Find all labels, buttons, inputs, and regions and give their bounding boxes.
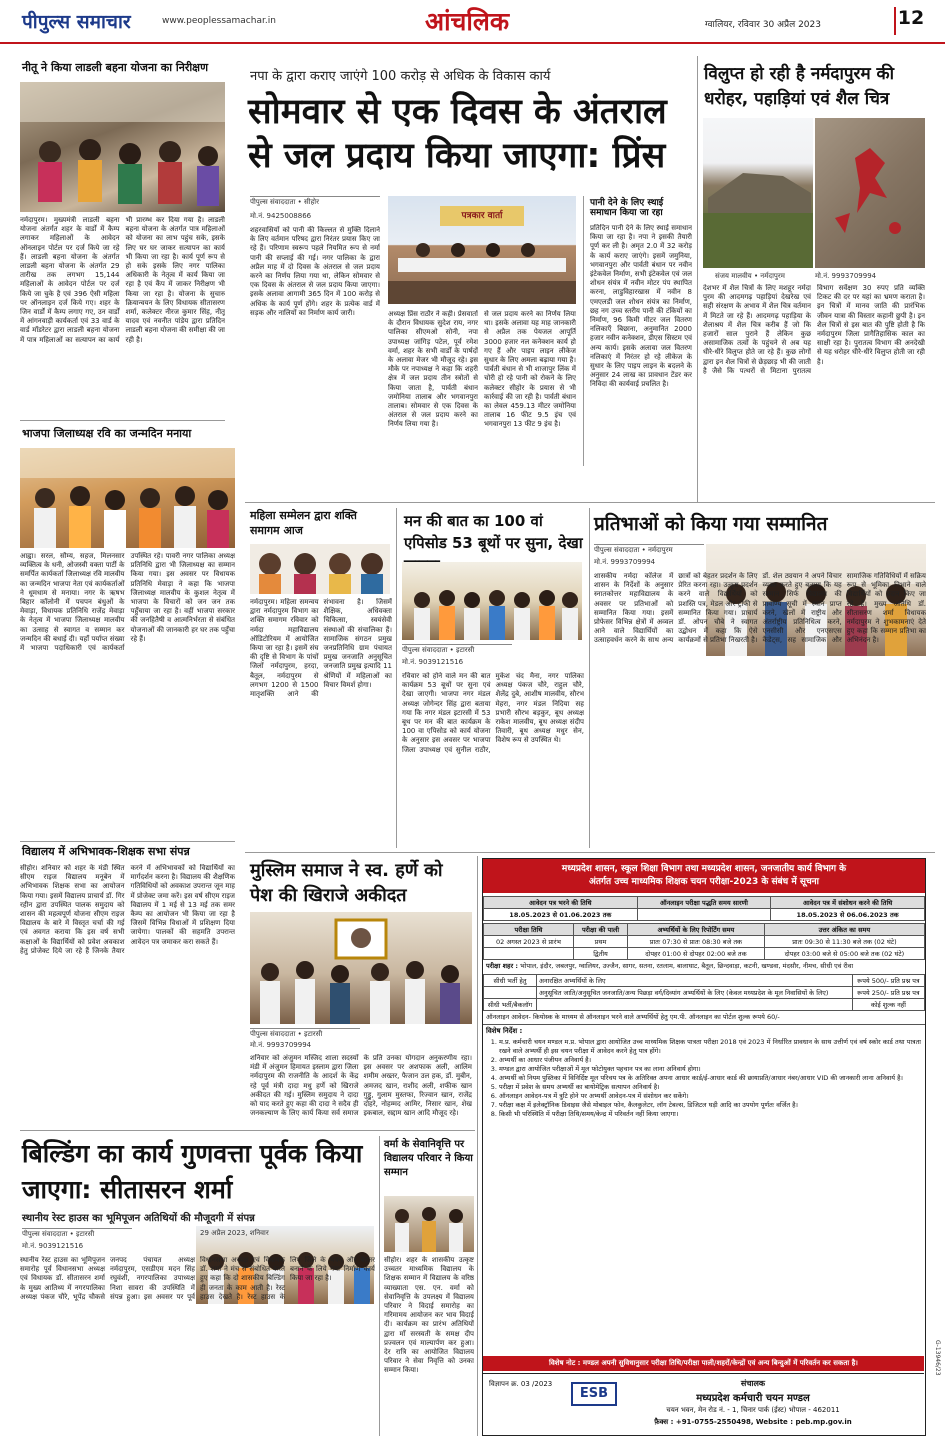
website-url[interactable]: www.peoplessamachar.in: [162, 16, 276, 26]
story-muslim-byline: पीपुल्स संवाददाता • इटारसी: [250, 1028, 360, 1039]
section-title: आंचलिक: [425, 7, 510, 36]
story-water-byline: पीपुल्स संवाददाता • सीहोर: [250, 196, 380, 207]
fee-cell: सीधी भर्ती/बैकलॉग: [484, 999, 537, 1011]
instructions-list: [483, 1038, 925, 1119]
story-ladli-body: नर्मदापुरम। मुख्यमंत्री लाडली बहना योजना अंतर्गत शहर के वार्डों में कैम्प लगाकर महिलाओं के आवेदन ऑनलाइन पोर्टल पर दर्ज किये जा रहे हैं। लाडली बहना योजना के अंतर्गत लाडली बहना योजना के अंतर्गत 29 तारीख तक लगभग 15,144 महिलाओं के आवेदन पोर्टल पर दर्ज किये जा चुके है एवं 396 ऐसी महिला पर ऑनलाइन दर्ज किये गए। शहर के जिन वार्डों में कैम्प लगाए गए, उन वार्डों में आंगनवाड़ी कार्यकर्ता एवं 33 वार्ड के वार्ड मॉडरेटर द्वारा लाडली बहना योजना में पात्र महिलाओं का सत्यापन का कार्य भी प्रारम्भ कर दिया गया है। लाडली बहना योजना के अंतर्गत पात्र महिलाओं को योजना का लाभ पहुंच सके, इसके लिए घर घर जाकर सत्यापन का कार्य भी किया जा रहा है। कार्य पूर्ण रूप से हो सके इसके लिए नगर पालिका अधिकारी के नेतृत्व में कार्य किया जा रहा है एवं कैंप में जाकर निरीक्षण भी किया जा रहा है। योजना के सुचारु क्रियान्वयन के लिए विधायक सीतासरण शर्मा, कलेक्टर नीरज कुमार सिंह, नीतू यादव एवं नवनीत पांडेय द्वारा प्रतिदिन लाडली बहना योजना की समीक्षा की जा रही है।: [20, 216, 225, 344]
story-building-body: स्थानीय रेस्ट हाउस का भूमिपूजन समारोह पूर्व विधानसभा अध्यक्ष एवं विधायक डॉ. सीतासरन शर्मा के मुख्य आतिथ्य में नगरपालिका अध्यक्ष पंकज चौरे, भूपेंद्र चौकसे जनपद पंचायत अध्यक्ष नर्मदापुरम, एसडीएम मदन सिंह रघुवंशी, नगरपालिका उपाध्यक्ष निशा सावरा की उपस्थिति में संपन्न हुआ। इस अवसर पर पूर्व विधानसभा अध्यक्ष एवं विधायक डॉ. शर्मा ने मंच से संबोधित करते हुए कहा कि दो शासकीय बिल्डिंग ही जनता के काम आती है। रेस्ट हाउस देखते है। रेस्ट हाउस के लिए जिले के भवन और बेहतर बनाने के लिये नया निर्माण कार्य किया जा रहा है।: [20, 1256, 375, 1301]
story-talent-mobile: मो.नं. 9993709994: [594, 558, 656, 566]
dates-col-1-head: आवेदन पत्र भरने की तिथि: [484, 897, 638, 909]
divider: [379, 1136, 380, 1436]
fee-cell: रूपये 250/- प्रति प्रश्न पत्र: [852, 987, 924, 999]
fee-cell: कोई शुल्क नहीं: [852, 999, 924, 1011]
divider: [583, 196, 584, 466]
list-item: 3. मण्डल द्वारा आयोजित परीक्षाओं में मूल फोटोयुक्त पहचान पत्र का लाना अनिवार्य होगा।: [499, 1065, 921, 1074]
story-building-mobile: मो.नं. 9039121516: [22, 1242, 84, 1250]
esb-logo: ESB: [571, 1382, 617, 1406]
fee-table: [483, 974, 925, 1011]
ad-number: विज्ञापन क्र. 03 /2023: [489, 1380, 553, 1388]
org-contact[interactable]: फ़ैक्स : +91-0755-2550498, Website : peb.mp.gov.in: [654, 1418, 852, 1426]
story-women-portraits: [250, 544, 390, 594]
org-name: मध्यप्रदेश कर्मचारी चयन मण्डल: [696, 1393, 810, 1404]
story-bjp-body: आह्वा। सरल, सौम्य, सहज, मिलनसार व्यक्तित्व के धनी, ओजस्वी वक्ता पार्टी के समर्पित कार्यकर्ता जिलाध्यक्ष रवि मालवीय का जन्मदिन भाजपा नेता एवं कार्यकर्ताओं ने धूमधाम से मनाया। नगर के ऋषभ बिहार कॉलोनी में पचपन बंधुओं के मेवाड़ा, विधायक प्रतिनिधि राजेंद्र मेवाड़ा के नेतृत्व में भाजपा जिलाध्यक्ष मालवीय का उत्साह से स्वागत व सम्मान कर जन्मदिन की बधाई दी। यहाँ पर्याप्त संख्या में भाजपा पदाधिकारी एवं कार्यकर्ता उपस्थित रहे। पावरी नगर पालिका अध्यक्ष प्रतिनिधि द्वारा भी जिलाध्यक्ष का सम्मान किया गया। इस अवसर पर विधायक प्रतिनिधि मेवाड़ा ने कहा कि भाजपा जिलाध्यक्ष मालवीय के कुशल नेतृत्व में भाजपा के विचारों को जन जन तक पहुँचाया जा रहा है। वहीं भाजपा सरकार की जनहितैषी व आत्मनिर्भरता से संबंधित योजनाओं की जानकारी हर घर तक पहुँचा रहे हैं।: [20, 552, 235, 653]
story-muslim-mobile: मो.नं. 9993709994: [250, 1041, 312, 1049]
group-photo-svg: [20, 82, 225, 212]
fee-cell: अनुसूचित जाति/अनुसूचित जनजाति/अन्य पिछड़ा वर्ग/दिव्यांग अभ्यर्थियों के लिए (केवल मध्यप्रदेश के मूल निवासियों के लिए): [537, 987, 853, 999]
story-water-sidebar-headline: पानी देने के लिए स्थाई समाधान किया जा रहा: [590, 198, 664, 219]
story-retirement-photo: [384, 1196, 474, 1252]
story-water-kicker: नपा के द्वारा कराए जाएंगे 100 करोड़ से अधिक के विकास कार्य: [250, 69, 551, 84]
story-heritage-body: देशभर में शैल चित्रों के लिए मशहूर नर्मदा पुरम की आदमगढ़ पहाड़ियां देखरेख एवं सही संरक्षण के अभाव में शैल चित्र वर्तमान में मिटते जा रहे हैं। आदमगढ़ पहाड़िया के शैलाश्रय में शैल चित्र करीब हैं जो कि हजारों साल पुराने हैं लेकिन कुछ असामाजिक तत्वों के पहुंचने से अब यह धीरे-धीरे विलुप्त होते जा रहे हैं। कुछ लोगों द्वारा इन शैल चित्रों से छेड़छाड़ भी की जाती है जैसे कि पत्थरों से मिटाना पुरातत्व विभाग सर्वेक्षण 30 रुपए प्रति व्यक्ति टिकट की दर पर यहां का भ्रमण कराता है। इन चित्रों में मानव जाति की प्रारंभिक जीवन यात्रा की विस्तार कहानी छुपी है। इन शैल चित्रों से इस बात की पुष्टि होती है कि नर्मदापुरम जिला प्रागैतिहासिक काल का साक्षी रहा है। पुरातत्व विभाग की अनदेखी से यह धरोहर धीरे-धीरे विलुप्त होती जा रही है।: [703, 284, 925, 375]
table-row: [484, 999, 925, 1011]
story-mann-byline: पीपुल्स संवाददाता • इटारसी: [402, 644, 512, 655]
story-ladli-headline: नीतू ने किया लाडली बहना योजना का निरीक्षण: [22, 61, 209, 74]
exam-centers-label: परीक्षा शहर :: [486, 962, 519, 970]
list-item: 4. अभ्यर्थी को नियम पुस्तिका में विनिर्दिष्ट मूल परिचय पत्र के अतिरिक्त अपना आधार कार्ड/ई-आधार कार्ड की छायाप्रति/आधार नंबर/आधार VID की जानकारी लाना अनिवार्य है।: [499, 1074, 921, 1083]
story-water-body-3: से जल प्रदाय करने का निर्णय लिया था। इसके अलावा यह माह जानकारी से अप्रैल तक पेयजल आपूर्ति 3000 हजार नल कनेक्शन कार्य हो गए हैं और पाइप लाइन लीकेज सुधार के लिए अमला बढ़ाया गया है। पार्वती बंधान से भी शाजापुर लिंक में चोरी हो रहे पानी को रोकने के लिए कलेक्टर सीहोर के प्रयास से भी कार्रवाई की जा रही है। पार्वती बंधान का लेवल 459.13 मीटर जमोनिया तालाब 16 फीट 9.5 इंच एवं भगवानपुरा 13 फीट 9 इंच है।: [484, 310, 576, 429]
story-retirement-body: सीहोर। शहर के शासकीय उत्कृष्ट उच्चतर माध्यमिक विद्यालय के शिक्षक सम्मान में विद्यालय के वरिष्ठ व्याख्याता एस. एन. वर्मा को सेवानिवृत्ति के उपलक्ष्य में विद्यालय परिवार ने विदाई समारोह का गरिमामय आयोजन कर भाव विदाई दी। कार्यक्रम का प्रारंभ अतिथियों द्वारा माँ सरस्वती के समक्ष दीप प्रज्वलन एवं माल्यार्पण कर हुआ। देर रात्रि का आयोजित विद्यालय परिवार ने सेवा निवृत्ति को उनका सम्मान किया।: [384, 1256, 474, 1375]
story-talent-byline: पीपुल्स संवाददाता • नर्मदापुरम: [594, 544, 704, 555]
fee-cell: [537, 999, 853, 1011]
notice-title-line-1: मध्यप्रदेश शासन, स्कूल शिक्षा विभाग तथा मध्यप्रदेश शासन, जनजातीय कार्य विभाग के: [561, 864, 847, 874]
notice-footer: [483, 1373, 924, 1435]
story-ladli-photo: [20, 82, 225, 212]
exam-head: परीक्षा तिथि: [484, 924, 574, 936]
story-mann-body: रविवार को होने वाले मन की बात कार्यक्रम 53 बूथों पर सुना एवं देखा जाएगी। भाजपा नगर मंडल अध्यक्ष जोगेन्दर सिंह द्वारा बताया गया कि नगर मंडल इटारसी में 53 बूथ पर मन की बात कार्यक्रम के 100 वा एपिसोड को कार्य योजना के अनुसार इस अवसर पर भाजपा जिला उपाध्यक्ष एवं सुनील राठौर, मुकेश चंद मैना, नगर पालिका अध्यक्ष पंकज चौरे, राहुल चौरे, शैलेंद्र दुबे, आशीष मालवीय, सौरभ मेहरा, नगर मंडल निदिया सह प्रभारी सौरभ बड़कुर, बूथ अध्यक्ष राकेश मालवीय, बूथ अध्यक्ष संदीप तिवारी, बूथ अध्यक्ष मधुर सेन, विशेष रूप से उपस्थित थे।: [402, 672, 584, 754]
table-row: [484, 948, 925, 960]
banner-press-conference: पत्रकार वार्ता: [440, 206, 524, 226]
exam-cell: द्वितीय: [573, 948, 627, 960]
story-muslim-photo: [250, 912, 472, 1024]
story-bjp-photo: [20, 448, 235, 548]
story-talent-body: शासकीय नर्मदा कॉलेज में शासन के निर्देशों के अनुसार स्नातकोत्तर महाविद्यालय के अवसर पर प्रतिभाओं को सम्मानित किया गया। इसमें प्रोफेसर विभिन्न क्षेत्रों में अव्वल आने वाले विद्यार्थियों का उत्साहवर्धन करने के साथ अन्य छात्रों को बेहतर प्रदर्शन के लिए प्रेरित करना रहा। उत्कृष्ट प्रदर्शन करने वाले विद्यार्थियों को प्रशस्ति पत्र, मेडल और ट्रॉफी से सम्मानित किया गया। प्राचार्य डॉ. ओपन चौबे ने स्वागत उद्बोधन में कहा कि ऐसे कार्यक्रमों से प्रतिभा निखरती है। डॉ. शेल ठ्ययान ने अपने विचार व्यक्त करते हुए बताया कि यह सम्मान सिर्फ विद्यालय की प्रावीण्य सूची में स्थान प्राप्त करने, खेलों में राष्ट्रीय और अंतर्राष्ट्रीय प्रतिनिधित्व करने, एनसीसी और एनएसएस कैडेट्स, सह सामाजिक और सामाजिक गतिविधियों में सक्रिय रूप से भूमिका निभाने वाले विद्यार्थियों को प्रदान किए जा रहे हैं। मुख्य अतिथि डॉ. सीतासरण शर्मा विधायक नर्मदापुरम ने शुभकामनाएं देते हुए कहा कि सम्मान प्रतिभा का अभिनंदन है।: [594, 572, 926, 645]
story-heritage-headline: विलुप्त हो रही है नर्मदापुरम की धरोहर, पहाड़ियां एवं शैल चित्र: [704, 64, 895, 109]
story-muslim-headline: मुस्लिम समाज ने स्व. हर्णे को पेश की खिराजे अकीदत: [250, 860, 443, 906]
govt-notice: [482, 858, 926, 1436]
divider: [477, 856, 478, 1436]
exam-cell: प्रातः 07:30 से प्रातः 08:30 बजे तक: [628, 936, 765, 948]
story-muslim-body: शनिवार को अंजुमन मस्जिद शाला सदस्यों मंडी में अंजुमन हिमायत इस्लाम द्वारा जिला नर्मदापुरम की राजनीति के आदर्श के केंद्र रहे पूर्व मंत्री दादा मधु हर्णे को खिराजे अकीदत की गई। मुस्लिम समुदाय ने दादा को याद करते हुए कहा की दादा ने सदैव ही जनकल्याण के लिए कार्य किया सर्व समाज के प्रति उनका योगदान अनुकरणीय रहा। इस अवसर पर अशफाक अली, आलिम शमीम अख्तर, फैजान उल हक, डॉ. मुबीन, अमजद खान, राशीद अली, शफीक खान गुड्डु, गुलाम मुस्तफा, रिज्वान खान, राजेंद्र दोहरे, नोहम्मद आमिर, निसार खान, शेख इकबाल, सद्दाम खान आदि मौजूद रहे।: [250, 1054, 472, 1118]
exam-centers-list: भोपाल, इंदौर, जबलपुर, ग्वालियर, उज्जैन, सागर, सतना, रतलाम, बालाघाट, बैतूल, छिन्दवाड़ा, कटनी, खण्डवा, मंदसौर, नीमच, सीधी एवं रीवा: [520, 962, 854, 970]
fee-cell: सीधी भर्ती हेतु: [484, 975, 537, 987]
list-item: 5. परीक्षा में प्रवेश के समय अभ्यर्थी का बायोमेट्रिक सत्यापन अनिवार्य है।: [499, 1083, 921, 1092]
story-building-photo-caption: 29 अप्रैल 2023, शनिवार: [200, 1229, 269, 1237]
story-building-subhead: स्थानीय रेस्ट हाउस का भूमिपूजन अतिथियों की मौजूदगी में संपन्न: [22, 1213, 255, 1224]
story-parents-body: सीहोर। शनिवार को शहर के मंडी स्थित सीएम राइज विद्यालय मनूबेन में अभिभावक शिक्षक सभा का आयोजन किया गया। इसमें विद्यालय प्राचार्य डॉ. गिर रहीन द्वारा उपस्थित पालक समुदाय को शासन की महत्वपूर्ण योजना सीएम राइज विद्यालय के बारे में विस्तृत चर्चा की गई एवं अवगत कराया कि इस वर्ष सभी कक्षाओं के विद्यार्थियों को प्रवेश अवकाश हेतु प्रोजेक्ट दिये जा रहे हैं जिनके तैयार करने में अभिभावकों को विद्यार्थियों का मार्गदर्शन करना है। विद्यालय की शैक्षणिक गतिविधियों को अवकाश उपरान्त जून माह में प्रोजेक्ट जमा करें। इस वर्ष सीएम राइज विद्यालय में 1 मई से 13 मई तक समर कैम्प का आयोजन भी किया जा रहा है जिसमें विभिन्न विधाओं में प्रशिक्षण दिया जायेगा। पालकों की सहमति उपरान्त आवेदन पत्र जमाकर करा सकते हैं।: [20, 864, 235, 955]
notice-title: [483, 859, 925, 893]
instructions-title: विशेष निर्देश :: [486, 1027, 523, 1035]
fee-cell: अनारक्षित अभ्यर्थियों के लिए: [537, 975, 853, 987]
side-code: G-13946/23: [934, 1340, 941, 1376]
fee-cell: रूपये 500/- प्रति प्रश्न पत्र: [852, 975, 924, 987]
story-mann-photo: [402, 562, 582, 640]
story-water-body-1: शहरवासियों को पानी की किल्लत से मुक्ति दिलाने के लिए वर्तमान परिषद द्वारा निरंतर प्रयास किए जा रहे हैं। परिणाम स्वरूप पहले नियमित रूप से नर्मा पानी की सप्लाई की गई। नगर पालिका के द्वारा अप्रैल माह में दो दिवस के अंतराल से जल प्रदाय करने का निर्णय लिया गया था, लेकिन सोमवार से एक दिवस के अंतराल से जल प्रदाय किया जाएगा। इसके अलावा आगामी 365 दिन में 100 करोड़ से अधिक के कार्य पूर्ण होंगे। शहर के प्रत्येक वार्ड में सड़क और नालियों का निर्माण कार्य जारी।: [250, 226, 380, 317]
divider: [20, 420, 225, 421]
dateline: ग्वालियर, रविवार 30 अप्रैल 2023: [705, 20, 821, 30]
story-mann-headline: मन की बात का 100 वां एपिसोड 53 बूथों पर सुना, देखा: [404, 512, 583, 552]
story-mann-mobile: मो.नं. 9039121516: [402, 658, 464, 666]
exam-centers: [483, 960, 925, 973]
fee-cell: [484, 987, 537, 999]
story-water-body-2: अध्यक्ष प्रिंस राठौर ने कही। प्रेसवार्ता के दौरान विधायक सुदेश राय, नगर पालिका सीएमओ सोनी, नपा उपाध्यक्ष जांगिड़ पटेल, पूर्व रमेश वर्मा, शहर के सभी वार्डों के पार्षदों के अलावा मेजर भी मौजूद रहे। इस मौके पर नपाध्यक्ष ने कहा कि शहरी क्षेत्र में जल प्रदाय तीन स्त्रोतों से किया जाता है, पार्वती बंधान जमोनिया तालाब और भगवानपुरा तालाब। सोमवार से एक दिवस के अंतराल से जल प्रदाय करने का निर्णय लिया गया है।: [388, 310, 478, 429]
story-talent-headline: प्रतिभाओं को किया गया सम्मानित: [594, 513, 828, 535]
story-parents-headline: विद्यालय में अभिभावक-शिक्षक सभा संपन्न: [22, 845, 190, 858]
divider: [245, 852, 935, 853]
story-heritage-byline: संजय मालवीय • नर्मदापुरम: [715, 272, 785, 280]
divider: [697, 56, 698, 502]
rock-painting-svg: [815, 118, 925, 268]
exam-cell: 02 अगस्त 2023 से प्रारंभ: [484, 936, 574, 948]
hill-svg: [703, 118, 813, 268]
story-water-headline: सोमवार से एक दिवस के अंतराल से जल प्रदाय किया जाएगा: प्रिंस: [248, 92, 667, 176]
list-item: 1. म.प्र. कर्मचारी चयन मण्डल म.प्र. भोपाल द्वारा आयोजित उच्च माध्यमिक शिक्षक पात्रता परीक्षा 2018 एवं 2023 में निर्धारित प्रावधान के साथ उत्तीर्ण एवं वर्ष स्कोर कार्ड तथा पात्रता रखने वाले अभ्यर्थी ही इस चयन परीक्षा में आवेदन करने हेतु पात्र होंगे।: [499, 1038, 921, 1056]
exam-cell: प्रथम: [573, 936, 627, 948]
dates-col-2-head: ऑनलाइन परीक्षा पद्धति समय सारणी: [637, 897, 771, 909]
group-photo-svg: [402, 562, 582, 640]
list-item: 6. ऑनलाइन आवेदन-पत्र में त्रुटि होने पर अभ्यर्थी आवेदन-पत्र में संशोधन कर सकेंगे।: [499, 1092, 921, 1101]
dates-col-3-value: 18.05.2023 से 06.06.2023 तक: [771, 909, 925, 921]
dates-col-3-head: आवेदन पत्र में संशोधन करने की तिथि: [771, 897, 925, 909]
celebration-photo-svg: [20, 448, 235, 548]
story-heritage-photo-rockart: [815, 118, 925, 268]
page-number: 12: [894, 7, 926, 35]
story-women-body: नर्मदापुरम। महिला समन्वय द्वारा नर्मदापुरम विभाग का शक्ति समागम रविवार को नर्मदा महाविद्यालय ऑडिटोरियम में आयोजित किया जा रहा है। इसमें संघ की दृष्टि से विभाग के पांचों जिलों नर्मदापुरम, हरदा, बैतूल, नर्मदापुरम से लगभग 1200 से 1500 मातृशक्ति आने की संभावना है। जिसमें शैक्षिक, अधिवक्ता चिकित्सा, स्वयंसेवी संस्थाओं की संचालिका हैं। सामाजिक संगठन प्रमुख जनप्रतिनिधि ग्राम पंचायत प्रमुख जनजाति अनुसूचित जनजाति प्रमुख इत्यादि 11 श्रेणियों में महिलाओं का विचार विमर्श होगा।: [250, 598, 392, 699]
divider: [20, 1130, 475, 1131]
exam-head: परीक्षा की पाली: [573, 924, 627, 936]
exam-cell: [484, 948, 574, 960]
notice-title-line-2: अंतर्गत उच्च माध्यमिक शिक्षक चयन परीक्षा-2023 के संबंध में सूचना: [588, 877, 819, 887]
list-item: 8. किसी भी परिस्थिति में परीक्षा तिथि/समय/केन्द्र में परिवर्तन नहीं किया जाएगा।: [499, 1110, 921, 1119]
list-item: 7. परीक्षा कक्ष में इलेक्ट्रॉनिक डिवाइस जैसे मोबाइल फोन, कैलकुलेटर, लॉग टेबल्स, डिजिटल घड़ी आदि का उपयोग पूर्णतः वर्जित है।: [499, 1101, 921, 1110]
org-role: संचालक: [740, 1379, 766, 1388]
story-bjp-headline: भाजपा जिलाध्यक्ष रवि का जन्मदिन मनाया: [22, 427, 192, 440]
table-row: [484, 936, 925, 948]
story-heritage-photo-hill: [703, 118, 813, 268]
table-row: [484, 987, 925, 999]
story-water-sidebar-body: प्रतिदिन पानी देने के लिए स्थाई समाधान किया जा रहा है। नपा ने इसकी तैयारी पूर्ण कर ली है। अमृत 2.0 में 32 करोड़ के कार्य कराए जाएंगे। इसमें जमुनिया, भगवानपुरा और पार्वती बंधान पर नवीन इंटेकवेल निर्माण, सभी इंटेकवेल एवं जल शोधन संयंत्र में नवीन मोटर पंप स्थापित करना, लाडुविहारखास में नवीन 8 एमएलडी जल शोधन संयंत्र का निर्माण, छह नग उच्च स्तरीय पानी की टंकियों का निर्माण, 96 किमी मीटर जल वितरण नलिकाएँ बिछाना, अनुमानित 2000 हजार नवीन कनेक्शन, डीएस सिस्टम एवं अन्य कार्य। इसके अलावा जल वितरण नलिकाएं में निरंतर हो रहे लीकेज के सुधार के लिए पाइप लाइन के बदलने के अनुसार 24 लाख का प्रावधान टेंडर कर निविदा की कार्यवाई प्रचलित है।: [590, 224, 692, 389]
exam-head: अभ्यर्थियों के लिए रिपोर्टिंग समय: [628, 924, 765, 936]
story-building-byline: पीपुल्स संवाददाता • इटारसी: [22, 1228, 132, 1239]
story-building-headline: बिल्डिंग का कार्य गुणवत्ता पूर्वक किया जाएगा: सीतासरन शर्मा: [22, 1139, 363, 1204]
portraits-svg: [250, 544, 390, 594]
divider: [589, 508, 590, 848]
exam-schedule-table: [483, 923, 925, 960]
exam-cell: दोपहर 01:00 से दोपहर 02:00 बजे तक: [628, 948, 765, 960]
press-table-svg: [388, 236, 576, 304]
table-row: [484, 975, 925, 987]
tribute-photo-svg: [250, 912, 472, 1024]
exam-cell: प्रातः 09:30 से 11:30 बजे तक (02 घंटे): [764, 936, 924, 948]
story-water-photo: [388, 196, 576, 304]
masthead: [0, 0, 945, 44]
divider: [245, 502, 935, 503]
dates-col-2-value: [637, 909, 771, 921]
special-note: विशेष नोट : मण्डल अपनी सुविधानुसार परीक्षा तिथि/परीक्षा पाली/शहरों/केन्द्रों एवं अन्य बिन्दुओं में परिवर्तन कर सकता है।: [483, 1356, 924, 1371]
portal-fee: ऑनलाइन आवेदन- कियोस्क के माध्यम से ऑनलाइन भरने वाले अभ्यर्थियों हेतु एम.पी. ऑनलाइन का पोर्टल शुल्क रूपये 60/-: [483, 1011, 925, 1025]
divider: [20, 841, 235, 842]
exam-head: उत्तर अंकित का समय: [764, 924, 924, 936]
story-women-photo: [374, 508, 394, 509]
notice-dates-table: [483, 896, 925, 921]
org-address: चयन भवन, मेन रोड नं. - 1, चिनार पार्क (ईस्ट) भोपाल - 462011: [666, 1406, 840, 1414]
exam-cell: दोपहर 03:00 बजे से 05:00 बजे तक (02 घंटे): [764, 948, 924, 960]
story-retirement-headline: वर्मा के सेवानिवृत्ति पर विद्यालय परिवार ने किया सम्मान: [384, 1139, 473, 1178]
divider: [396, 508, 397, 848]
story-women-headline: महिला सम्मेलन द्वारा शक्ति समागम आज: [250, 509, 357, 537]
story-water-mobile: मो.नं. 9425008866: [250, 212, 312, 220]
felicitation-svg: [384, 1196, 474, 1252]
dates-col-1-value: 18.05.2023 से 01.06.2023 तक: [484, 909, 638, 921]
list-item: 2. अभ्यर्थी का आधार पंजीयन अनिवार्य है।: [499, 1056, 921, 1065]
paper-logo: पीपुल्स समाचार: [22, 11, 131, 33]
story-heritage-mobile: मो.नं. 9993709994: [815, 272, 877, 280]
